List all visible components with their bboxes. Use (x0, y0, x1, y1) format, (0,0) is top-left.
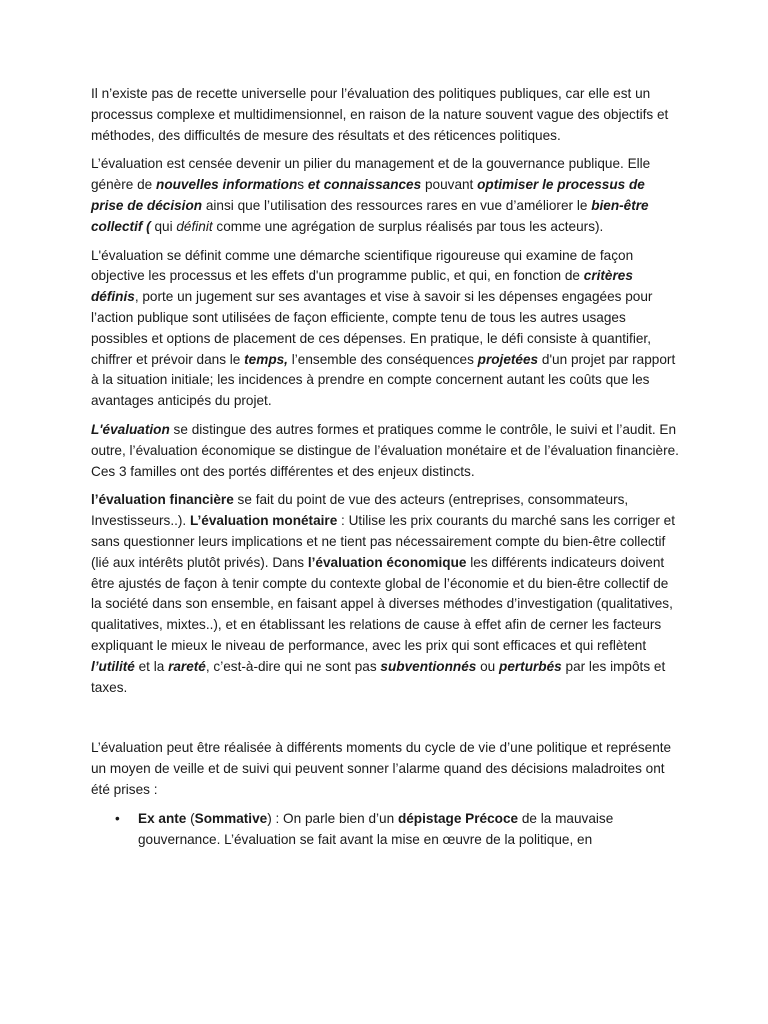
text-run: : Utilise les prix courants du marché sans les corriger et sans questionner leurs implications et ne tient pas nécessairement compte du bien-être collectif (lié aux intérêts plutôt privés). Dans (91, 513, 675, 570)
emphasis-new-information: nouvelles information (156, 177, 298, 193)
text-run: l’ensemble des conséquences (287, 351, 478, 367)
text-run: d'un projet par rapport à la situation initiale; les incidences à prendre en compte concernent autant les coûts que les avantages anticipés du projet. (91, 351, 676, 409)
emphasis-time: temps, (244, 351, 288, 367)
paragraph-intro (91, 84, 681, 146)
text-run: , porte un jugement sur ses avantages et vise à savoir si les dépenses engagées pour l’action publique sont utilisées de façon efficiente, compte tenu de tous les autres usages possibles et options de placement de ces dépenses. En pratique, le défi consiste à quantifier, chiffrer et prévoir dans le (91, 289, 653, 367)
text-run: ( (186, 810, 195, 826)
emphasis-ex-ante: Ex ante (138, 810, 187, 826)
paragraph-timing (91, 738, 681, 800)
emphasis-subsidized: subventionnés (380, 658, 477, 674)
emphasis-criteria: critères définis (91, 268, 633, 305)
emphasis-projected: projetées (477, 351, 539, 367)
emphasis-evaluation: L'évaluation (91, 421, 170, 437)
emphasis-knowledge: et connaissances (307, 177, 422, 193)
text-run: se distingue des autres formes et pratiques comme le contrôle, le suivi et l’audit. En outre, l’évaluation économique se distingue de l’évaluation monétaire et de l’évaluation financière. Ces 3 familles ont des portés différentes et des enjeux distincts. (91, 421, 679, 479)
text-run: comme une agrégation de surplus réalisés par tous les acteurs). (212, 218, 604, 234)
text-run: , c’est-à-dire qui ne sont pas (205, 658, 381, 674)
emphasis-early-screening: dépistage Précoce (397, 810, 519, 826)
text-run: pouvant (421, 177, 478, 193)
text-run: de la mauvaise gouvernance. L’évaluation se fait avant la mise en œuvre de la politique, en (138, 810, 614, 847)
bullet-marker: • (115, 810, 120, 826)
emphasis-economic-evaluation: l’évaluation économique (307, 554, 467, 570)
emphasis-summative: Sommative (194, 810, 268, 826)
document-page (91, 84, 681, 850)
text-run: ou (476, 658, 500, 674)
emphasis-collective-welfare: bien-être collectif ( (91, 197, 649, 234)
text-run: se fait du point de vue des acteurs (entreprises, consommateurs, Investisseurs..). (91, 492, 629, 529)
text-run: L’évaluation peut être réalisée à différents moments du cycle de vie d’une politique et représente un moyen de veille et de suivi qui peuvent sonner l’alarme quand des décisions maladroites ont été prises : (91, 740, 672, 797)
emphasis-optimize-decision: optimiser le processus de prise de décision (91, 177, 645, 213)
text-run: et la (134, 658, 169, 674)
paragraph-families (91, 490, 681, 698)
emphasis-scarcity: rareté (168, 658, 206, 674)
text-run: s (297, 177, 308, 193)
emphasis-defines: définit (176, 218, 213, 234)
emphasis-financial-evaluation: l’évaluation financière (91, 492, 234, 508)
text-run: par les impôts et taxes. (91, 658, 666, 695)
paragraph-definition (91, 246, 681, 412)
text-run: ) : On parle bien d’un (267, 810, 398, 826)
bullet-list (91, 809, 681, 851)
list-item (91, 809, 681, 851)
text-run: L'évaluation se définit comme une démarche scientifique rigoureuse qui examine de façon objective les processus et les effets d'un programme public, et qui, en fonction de (91, 247, 634, 284)
paragraph-distinction (91, 420, 681, 482)
text-run: ainsi que l’utilisation des ressources rares en vue d’améliorer le (202, 197, 592, 213)
text-run: L’évaluation est censée devenir un pilier du management et de la gouvernance publique. Elle génère de (91, 156, 651, 193)
emphasis-utility: l’utilité (91, 658, 135, 674)
emphasis-disturbed: perturbés (499, 658, 562, 674)
paragraph-pillar (91, 154, 681, 237)
text-run: qui (150, 218, 177, 234)
text-run: les différents indicateurs doivent être ajustés de façon à tenir compte du contexte global de l’économie et du bien-être collectif de la société dans son ensemble, en faisant appel à diverses méthodes d’investigation (qualitatives, qualitatives, mixtes..), et en établissant les relations de cause à effet afin de cerner les facteurs expliquant le mieux le niveau de performance, avec les prix qui sont efficaces et qui reflètent (91, 554, 673, 653)
emphasis-monetary-evaluation: L’évaluation monétaire (189, 513, 338, 529)
text-run: Il n’existe pas de recette universelle pour l’évaluation des politiques publiques, car elle est un processus complexe et multidimensionnel, en raison de la nature souvent vague des objectifs et méthodes, des difficultés de mesure des résultats et des réticences politiques. (91, 86, 669, 143)
